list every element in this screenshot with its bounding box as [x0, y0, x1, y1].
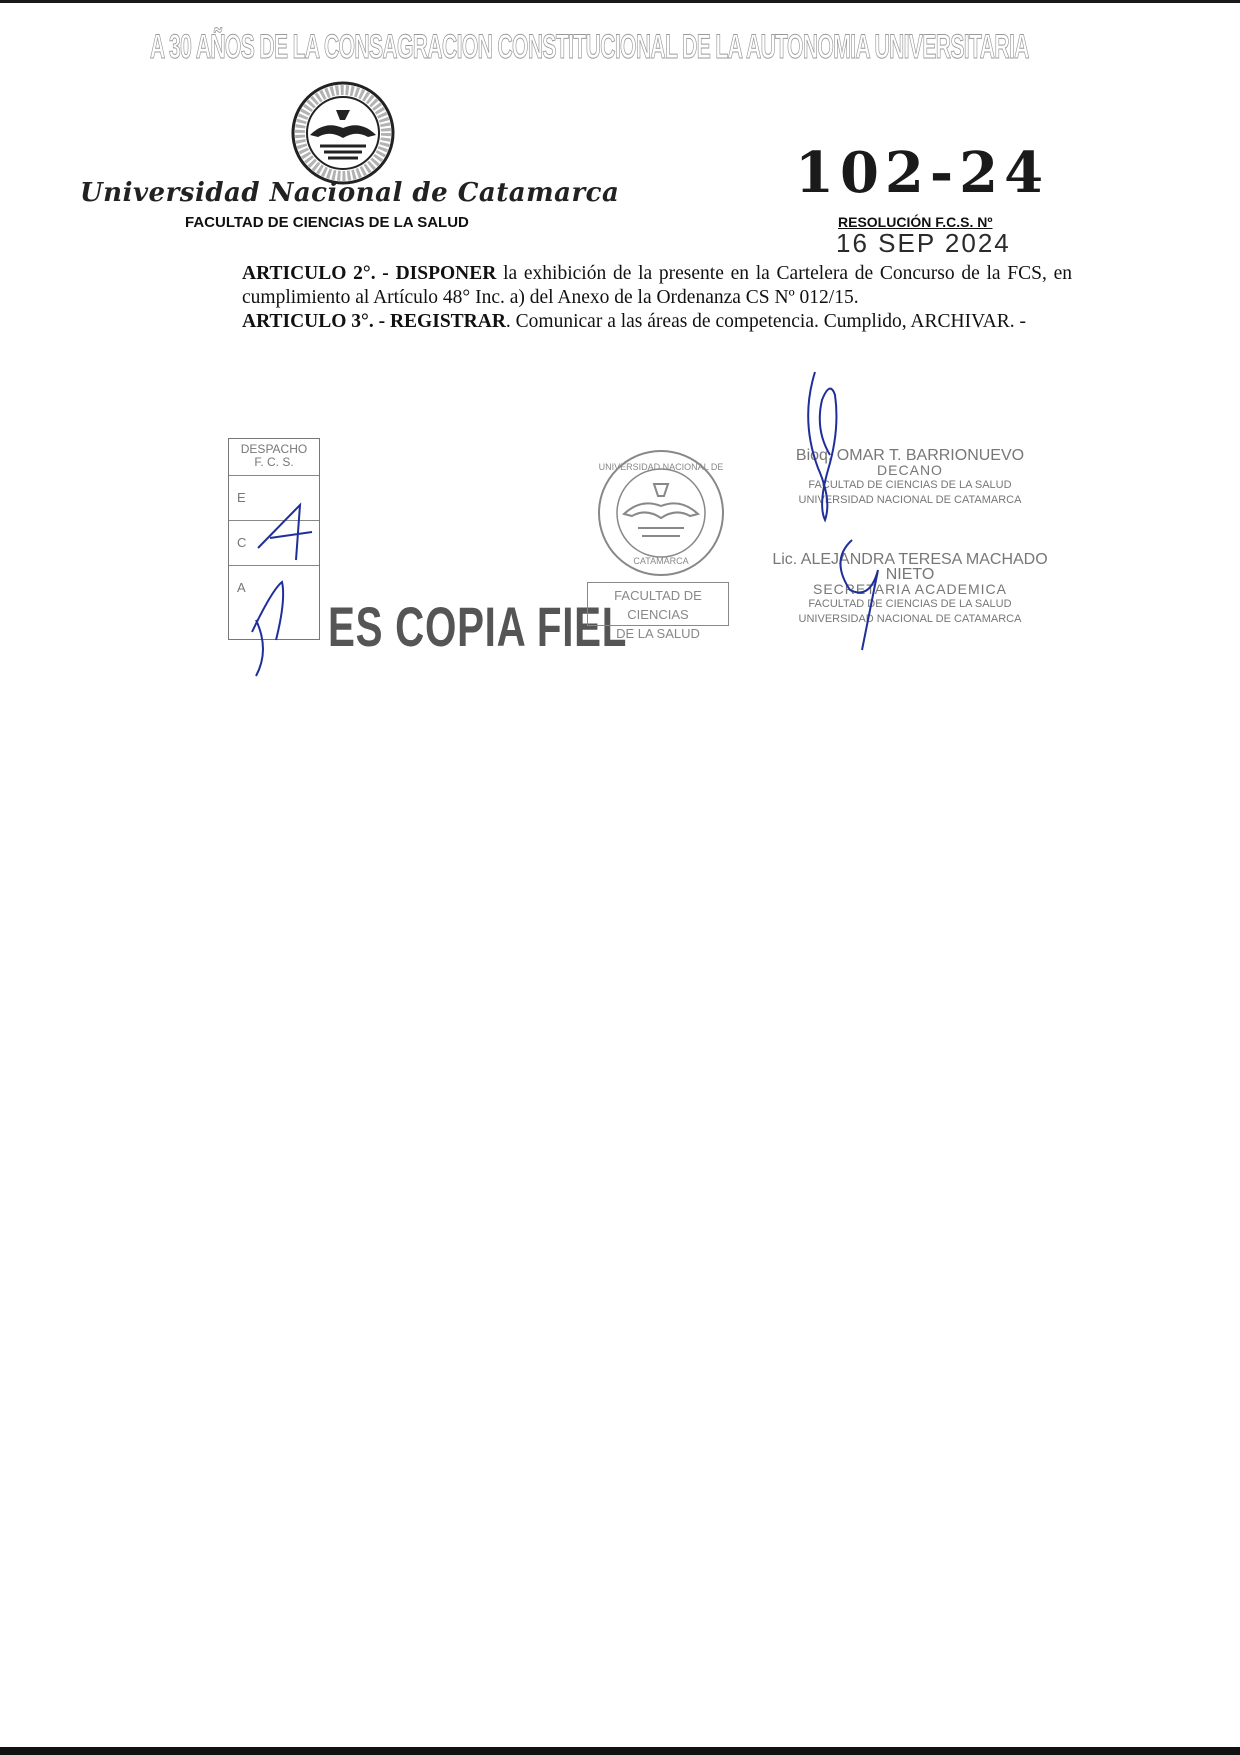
- resolution-number: 102-24: [795, 140, 1050, 206]
- despacho-stamp: [228, 438, 320, 640]
- signatory-dean-role: DECANO: [877, 462, 943, 478]
- signatory-secretary: [755, 552, 1065, 627]
- resolution-label: RESOLUCIÓN F.C.S. Nº: [838, 214, 993, 230]
- article-3: [242, 310, 1072, 334]
- despacho-row-a: A: [237, 580, 246, 595]
- faculty-name: FACULTAD DE CIENCIAS DE LA SALUD: [185, 214, 469, 231]
- faculty-stamp-line2: DE LA SALUD: [616, 626, 700, 641]
- article-2-verb: DISPONER: [395, 263, 497, 284]
- signatory-dean-line2: UNIVERSIDAD NACIONAL DE CATAMARCA: [798, 494, 1022, 506]
- article-2-text: la exhibición de la presente en la Cartelera de Concurso de la FCS, en cumplimiento al Artículo 48° Inc. a) del Anexo de la Ordenanza CS Nº 012/15.: [242, 263, 1073, 308]
- faculty-stamp-line1: FACULTAD DE CIENCIAS: [614, 588, 702, 622]
- despacho-row-e: E: [229, 476, 319, 521]
- signatory-dean-name: Bioq. OMAR T. BARRIONUEVO: [795, 447, 1025, 464]
- despacho-subtitle: F. C. S.: [254, 455, 294, 469]
- despacho-row-c: C: [229, 521, 319, 566]
- article-2: [242, 262, 1072, 310]
- signatory-secretary-role: SECRETARIA ACADEMICA: [812, 581, 1007, 597]
- resolution-body: [242, 262, 1072, 334]
- despacho-title: DESPACHO: [240, 442, 308, 456]
- university-seal-icon: [290, 80, 396, 186]
- despacho-stamp-header: [229, 439, 319, 476]
- copia-fiel-stamp: ES COPIA FIEL: [328, 595, 628, 658]
- seal-stamp-bottom-text: CATAMARCA: [633, 556, 689, 566]
- university-name: Universidad Nacional de Catamarca: [80, 178, 620, 208]
- signatory-secretary-line1: FACULTAD DE CIENCIAS DE LA SALUD: [808, 598, 1012, 610]
- signatory-dean-line1: FACULTAD DE CIENCIAS DE LA SALUD: [808, 479, 1012, 491]
- article-3-label: ARTICULO 3°. -: [242, 311, 386, 332]
- seal-stamp-top-text: UNIVERSIDAD NACIONAL DE: [598, 462, 724, 472]
- university-seal-stamp-icon: [596, 448, 726, 578]
- resolution-date-stamp: 16 SEP 2024: [836, 228, 1011, 258]
- signatory-dean: [755, 448, 1065, 508]
- signatory-secretary-name: Lic. ALEJANDRA TERESA MACHADO NIETO: [772, 551, 1048, 583]
- top-border: [0, 0, 1240, 3]
- article-3-text: . Comunicar a las áreas de competencia. Cumplido, ARCHIVAR. -: [505, 311, 1026, 332]
- anniversary-banner: A 30 AÑOS DE LA CONSAGRACION CONSTITUCIONAL DE LA AUTONOMIA UNIVERSITARIA: [150, 28, 1029, 66]
- bottom-border: [0, 1747, 1240, 1755]
- signatory-secretary-line2: UNIVERSIDAD NACIONAL DE CATAMARCA: [798, 613, 1022, 625]
- faculty-stamp: [587, 582, 729, 641]
- article-2-label: ARTICULO 2°. -: [242, 263, 389, 284]
- article-3-verb: REGISTRAR: [389, 311, 506, 332]
